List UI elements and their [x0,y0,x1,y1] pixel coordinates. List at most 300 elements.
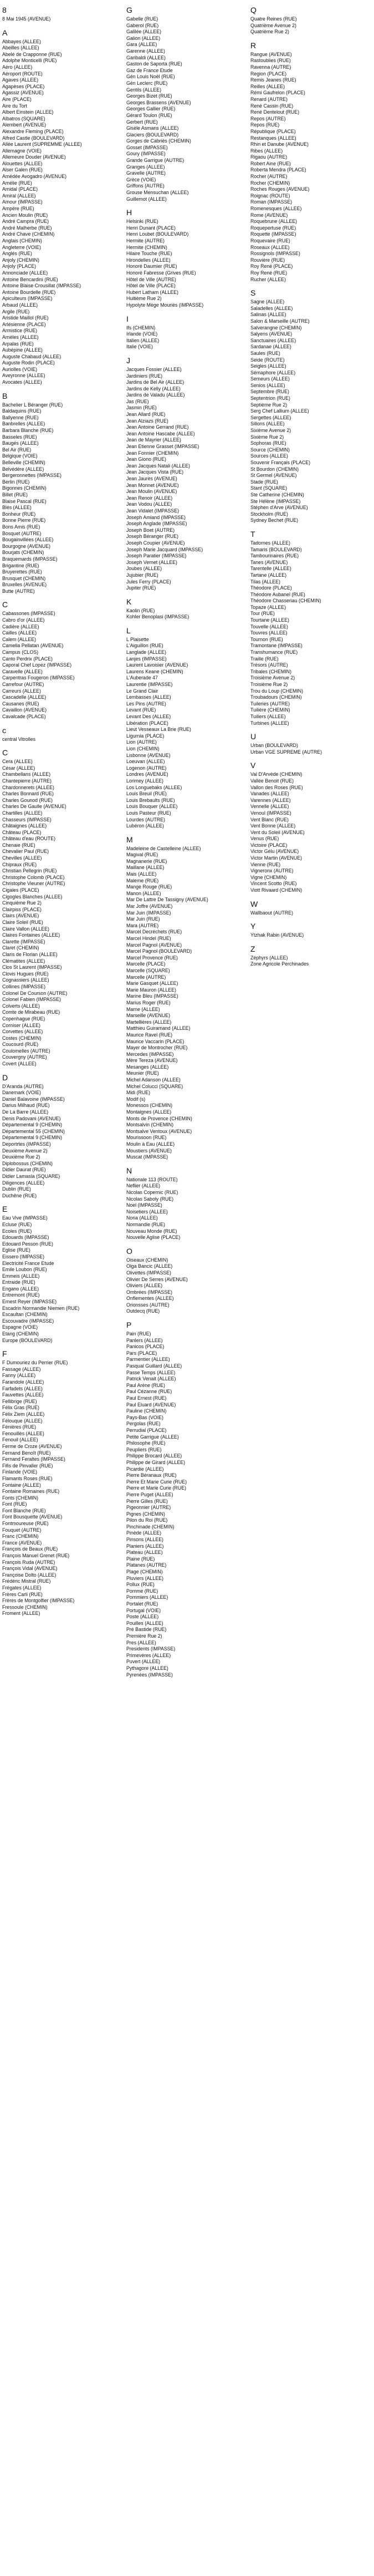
street-name: Jean Vidalet (IMPASSE) [126,507,180,514]
street-name: Tambourinaires (RUE) [250,553,299,559]
street-name: Cinquième Rue 2) [2,900,42,906]
letter-section [2,1349,121,1617]
street-name: Chevalier Paul (RUE) [2,848,49,855]
letter-heading: A [2,28,8,37]
street-name: Portugal (VOIE) [126,1607,161,1613]
street-name: Rangue (AVENUE) [250,51,292,57]
street-name: Vienne (RUE) [250,861,281,867]
street-name: Levant Des (ALLEE) [126,714,171,719]
street-name: Pomme (RUE) [126,1588,158,1594]
street-name: Quatre Reines (RUE) [250,16,297,22]
street-name: Sagne (ALLEE) [250,299,285,305]
street-name: Aveyronne (ALLEE) [2,373,45,379]
street-name: Bigonnes (CHEMIN) [2,485,47,491]
street-name: Paul Ernest (RUE) [126,1395,167,1401]
street-name: Couvergny (AUTRE) [2,1054,47,1060]
letter-heading: S [250,288,256,298]
street-name: Corvettes (ALLEE) [2,1029,43,1035]
street-name: Monessos (CHEMIN) [126,1102,173,1109]
street-name: Départemental 9 (CHEMIN) [2,1122,63,1128]
street-name: Bougainvillées (ALLEE) [2,537,54,543]
street-name: Départemental 55 (CHEMIN) [2,1128,65,1134]
street-name: Théodore Chasseriau (CHEMIN) [250,598,321,604]
street-name: Bonne Pierre (RUE) [2,517,46,524]
letter-section [126,208,245,308]
street-name: Portalet (RUE) [126,1601,158,1607]
street-name: Belleville (CHEMIN) [2,460,45,465]
street-name: Salverangne (CHEMIN) [250,324,302,331]
street-name: Modif (s) [126,1096,146,1102]
street-name: Wallbaout (AUTRE) [250,910,293,916]
street-name: Cera (ALLEE) [2,759,33,765]
street-name: Rucher (ALLEE) [250,276,286,282]
street-name: Mar Juin (RUE) [126,916,160,922]
street-name: Ifs (CHEMIN) [126,324,156,331]
street-name: Font Bousquette (AVENUE) [2,1514,63,1520]
street-name: Hermite (CHEMIN) [126,244,167,250]
street-name: Chardonnerets (ALLEE) [2,784,54,790]
street-name: Seide (ROUTE) [250,357,285,363]
street-name: Butte (AUTRE) [2,588,35,594]
street-name: Plage (CHEMIN) [126,1569,163,1575]
street-name: Vanades (ALLEE) [250,791,289,797]
street-name: Fernand Benoît (RUE) [2,1450,51,1456]
street-name: Pluviers (ALLEE) [126,1575,163,1581]
street-name: Anglais (CHEMIN) [2,238,42,243]
street-name: Clématites (ALLEE) [2,958,45,964]
street-name: Première Rue 2) [126,1633,162,1639]
street-name: Alouettes (ALLEE) [2,160,43,166]
letter-heading: D [2,1073,8,1082]
street-name: Val D'Arvède (CHEMIN) [250,771,303,778]
street-name: Agapèses (PLACE) [2,83,45,89]
street-name: Picardie (ALLEE) [126,1466,164,1472]
street-name: Rhin et Danube (AVENUE) [250,141,309,148]
street-name: Costes (CHEMIN) [2,1035,42,1041]
street-name: Trou du Loup (CHEMIN) [250,688,304,694]
street-name: Septembre (RUE) [250,389,289,395]
street-name: Les Pins (AUTRE) [126,700,166,707]
street-name: Cascadelle (ALLEE) [2,694,47,700]
street-name: Panlers (ALLEE) [126,1337,163,1343]
street-name: Victor Gélu (AVENUE) [250,848,299,855]
street-name: Gentils (ALLEE) [126,87,162,93]
street-name: Pythagore (ALLEE) [126,1665,168,1671]
street-name: Remis Jeanes (RUE) [250,77,296,83]
street-name: D'Aranda (AUTRE) [2,1083,44,1089]
street-name: Ytzhak Rabin (AVENUE) [250,932,304,938]
street-name: Maleme (RUE) [126,877,159,883]
street-name: René Cassin (RUE) [250,103,294,109]
street-name: Danemark (VOIE) [2,1090,41,1096]
street-name: Matthieu Guiramand (ALLEE) [126,1025,191,1032]
street-name: Nicolas Copernic (RUE) [126,1189,178,1195]
street-name: Cigogles Blanches (ALLEE) [2,893,63,900]
street-name: Agaves (ALLEE) [2,77,39,83]
street-name: Gén Leclerc (RUE) [126,80,168,86]
street-name: Chipraux (RUE) [2,861,37,867]
street-name: Diplobossus (CHEMIN) [2,1160,53,1166]
letter-section [250,732,370,755]
street-name: Corniser (ALLEE) [2,1022,40,1028]
street-name: Pinède (ALLEE) [126,1530,162,1536]
street-name: Zéphyrs (ALLEE) [250,954,288,961]
street-name: Montaignes (ALLEE) [126,1109,172,1115]
letter-heading: T [250,529,255,538]
letter-heading: Y [250,922,256,931]
street-index-column-3 [250,6,370,973]
street-name: Deuxième Rue 2) [2,1154,40,1160]
street-name: Jardiniers (RUE) [126,373,163,379]
letter-section [250,922,370,939]
street-name: Gisèle Asmans (ALLEE) [126,125,179,131]
street-name: Jules Ferry (PLACE) [126,578,171,585]
street-name: Marcelle (SQUARE) [126,967,170,973]
street-name: Charles Gounod (RUE) [2,797,53,803]
street-name: Martellières (ALLEE) [126,1019,172,1025]
street-name: Aubépine (ALLEE) [2,347,43,353]
street-name: Berlin (RUE) [2,479,30,485]
letter-section [2,392,121,595]
street-name: Argile (RUE) [2,308,30,314]
street-name: Venoul (IMPASSE) [250,810,291,816]
street-name: Sixième Rue 2) [250,434,284,440]
street-name: Farandole (ALLEE) [2,1379,44,1385]
street-name: Jean Alziazs (RUE) [126,418,168,424]
street-name: Joseph Amiand (IMPASSE) [126,514,186,520]
street-name: Eau Vive (IMPASSE) [2,1215,48,1221]
street-name: Turbines (ALLEE) [250,720,289,726]
street-name: Entraide (RUE) [2,1279,35,1286]
street-name: Oiseaux (CHEMIN) [126,1257,168,1263]
street-name: Marcel Provence (RUE) [126,954,178,961]
street-name: Laurent Lavoisier (AVENUE) [126,662,188,668]
street-name: Anglés (RUE) [2,251,32,257]
letter-heading: Z [250,944,255,953]
letter-heading: R [250,40,257,50]
street-name: Roches Rouges (AVENUE) [250,186,310,192]
street-name: Lieut Vesseaux La Brie (RUE) [126,726,191,733]
street-name: Amidal (PLACE) [2,186,38,192]
letter-section [2,28,121,386]
street-name: Joseph Béranger (RUE) [126,534,178,540]
street-name: Rocher (CHEMIN) [250,180,290,186]
street-name: Mayer de Montrocher (RUE) [126,1045,188,1051]
street-name: Vennelle (ALLEE) [250,804,289,810]
street-name: Grèce (VOIE) [126,176,156,182]
street-name: Montsalve Ventoux (AVENUE) [126,1128,192,1134]
street-name: Joseph Boet (AUTRE) [126,527,175,533]
street-name: Tartane (ALLEE) [250,572,287,578]
street-name: Mara (AUTRE) [126,922,159,928]
street-name: Billet (RUE) [2,491,28,497]
street-name: Normandie (RUE) [126,1221,165,1227]
street-name: Claires Fontaines (ALLEE) [2,932,60,938]
street-name: Marcelle (PLACE) [126,961,166,967]
street-name: Brigantine (RUE) [2,562,39,568]
letter-section [2,726,121,743]
street-name: Christian Pellegrin (RUE) [2,868,57,874]
street-name: Claret (CHEMIN) [2,945,39,951]
street-name: Laurentie (IMPASSE) [126,682,173,688]
street-name: Escadrin Normandie Niemen (RUE) [2,1305,80,1311]
street-name: Madeleine de Castelleine (ALLEE) [126,845,201,851]
street-name: Senios (ALLEE) [250,382,285,388]
street-name: Font Blanche (RUE) [2,1507,46,1513]
street-name: Mar De Lattre De Tassigny (AVENUE) [126,897,208,903]
street-name: Jean Antoine Gerrand (RUE) [126,424,189,430]
street-name: Rome (AVENUE) [250,212,288,218]
street-name: Ste Hélène (IMPASSE) [250,498,301,504]
street-name: Jean Renoir (ALLEE) [126,495,173,501]
letter-section [2,1205,121,1344]
street-name: Nouveau Monde (RUE) [126,1228,177,1234]
street-name: Jardins de Valadu (ALLEE) [126,392,185,398]
street-name: Ecluse (RUE) [2,1221,32,1227]
street-name: Gaberol (RUE) [126,22,159,28]
street-name: Départemental 9 (CHEMIN) [2,1135,63,1141]
street-name: Diligences (ALLEE) [2,1180,45,1186]
street-name: Galilée (ALLEE) [126,29,162,35]
street-name: Gravelle (AUTRE) [126,170,166,176]
street-name: Noel (IMPASSE) [126,1202,162,1208]
letter-heading: Q [250,6,257,14]
street-name: Camelia Pellatan (AVENUE) [2,643,64,649]
street-name: Roseaux (ALLEE) [250,244,290,250]
street-name: Panicos (PLACE) [126,1344,165,1350]
street-name: Onflementes (ALLEE) [126,1295,174,1302]
street-name: Colonel Fabien (IMPASSE) [2,997,61,1003]
letter-heading: M [126,835,133,844]
street-name: Louis Bouquer (ALLEE) [126,804,178,810]
street-name: Hilaire Touche (RUE) [126,251,172,257]
street-name: Georges Gallier (RUE) [126,106,176,112]
street-name: Clairpiss (PLACE) [2,906,42,912]
street-name: Rigaou (AUTRE) [250,154,287,160]
street-name: Louis Pasteur (RUE) [126,810,171,816]
letter-section [250,530,370,726]
street-name: Baldaquins (RUE) [2,408,42,414]
street-name: Fauvettes (ALLEE) [2,1392,44,1398]
street-name: Vent Bonne (ALLEE) [250,823,296,829]
street-name: Aire du Tort [2,103,27,109]
street-name: Allemagne (VOIE) [2,148,42,154]
street-name: Cavalcade (PLACE) [2,713,46,719]
street-name: Saules (RUE) [250,350,280,356]
street-name: Italien (ALLEE) [126,337,160,343]
street-name: Pilon du Roi (RUE) [126,1517,168,1523]
street-name: Angleterre (VOIE) [2,244,41,250]
street-name: Aéro (ALLEE) [2,64,33,70]
street-name: Philippe de Girard (ALLEE) [126,1459,186,1465]
street-name: Lion (CHEMIN) [126,745,160,751]
street-name: Manon (ALLEE) [126,890,161,896]
street-name: Copenhague (RUE) [2,1015,45,1022]
street-name: Théodore (PLACE) [250,585,292,591]
street-name: Jujubier (RUE) [126,572,158,578]
street-name: Roquevaire (RUE) [250,238,290,243]
street-name: Abeilles (ALLEE) [2,45,39,51]
street-name: Gérard Toulon (RUE) [126,112,172,118]
street-name: André Chave (CHEMIN) [2,231,55,237]
street-name: Montsalvin (CHEMIN) [126,1122,174,1128]
street-name: Peupliers (RUE) [126,1446,162,1452]
street-name: Perrudial (PLACE) [126,1427,167,1433]
street-name: Roy René (PLACE) [250,263,293,270]
street-name: Caravelle (ALLEE) [2,668,43,674]
street-name: Marcel Hindel (RUE) [126,936,171,941]
street-name: Meunier (RUE) [126,1070,159,1076]
street-name: Kohler Benoplasi (IMPASSE) [126,614,189,620]
street-name: Sillons (ALLEE) [250,421,285,427]
street-name: François de Beaux (RUE) [2,1546,58,1552]
street-name: Le Grand Clair [126,688,158,694]
street-name: René Dentelout (RUE) [250,109,300,115]
street-name: Viott Rivaard (CHEMIN) [250,887,303,893]
street-name: Deportrtes (IMPASSE) [2,1141,51,1147]
street-name: Auguste Chabaud (ALLEE) [2,353,62,359]
letter-section [2,1073,121,1200]
street-name: Louis Breuil (RUE) [126,791,167,797]
street-name: Eissero (IMPASSE) [2,1253,45,1259]
street-name: Orionsses (AUTRE) [126,1302,170,1308]
street-name: Honoré Daumier (RUE) [126,263,177,270]
street-name: Touvres (ALLEE) [250,630,288,636]
street-name: Gerbert (RUE) [126,119,158,125]
street-name: Vigneronx (AUTRE) [250,868,294,874]
street-name: St Germel (AVENUE) [250,472,297,479]
street-name: Deuxième Avenue 2) [2,1147,48,1154]
street-name: Europe (BOULEVARD) [2,1337,53,1343]
street-name: Françoise Dolto (ALLEE) [2,1572,57,1578]
street-name: Christophe Vieuner (AUTRE) [2,881,65,887]
street-name: Loeuvan (ALLEE) [126,759,165,765]
street-name: Maillane (ALLEE) [126,865,165,871]
street-name: Ombrées (IMPASSE) [126,1289,172,1295]
street-name: Philosophe (RUE) [126,1440,166,1446]
street-name: Pasqual Guillard (ALLEE) [126,1363,182,1369]
street-name: Tuiliers (ALLEE) [250,713,286,719]
street-name: Granges (ALLEE) [126,164,165,170]
street-name: Duchêne (RUE) [2,1192,37,1198]
street-name: Moustiers (AVENUE) [126,1147,172,1154]
street-name: Vallon des Roses (RUE) [250,784,303,790]
street-name: Anjoly (CHEMIN) [2,257,39,263]
street-name: Rossignols (IMPASSE) [250,251,300,257]
street-name: Pauline (CHEMIN) [126,1408,167,1414]
street-name: Puvert (ALLEE) [126,1659,161,1665]
street-name: Hubert Latham (ALLEE) [126,289,178,295]
street-name: Roy René (RUE) [250,270,287,276]
street-name: Jean Jaurès (AVENUE) [126,476,177,481]
street-name: Libération (PLACE) [126,720,168,726]
street-name: Glaciers (BOULEVARD) [126,131,179,138]
street-name: Annonciade (ALLEE) [2,270,48,276]
street-name: Frégates (ALLEE) [2,1585,42,1591]
street-name: Electricité France Etude [2,1260,54,1266]
street-name: Troubadours (CHEMIN) [250,694,302,700]
street-name: Banbrelles (ALLEE) [2,421,45,427]
street-name: François Manuel Grenet (RUE) [2,1553,70,1559]
street-name: Stade (RUE) [250,479,278,485]
street-name: Honoré Fabresse (Grives (RUE) [126,270,196,276]
street-name: Jean Giono (RUE) [126,456,166,463]
street-name: Aéroport (ROUTE) [2,70,43,77]
street-name: Hôtel de Ville (AUTRE) [126,276,176,282]
street-name: Marne (ALLEE) [126,1006,160,1012]
street-name: Ferme de Croze (AVENUE) [2,1443,62,1449]
street-name: Bons Amis (RUE) [2,524,40,530]
street-name: Fontmoureuse (RUE) [2,1521,49,1527]
street-name: Jardins de Kelly (ALLEE) [126,385,181,392]
street-name: Antoine Bourdelle (RUE) [2,289,56,295]
street-name: Coulomelles (AUTRE) [2,1048,50,1054]
street-name: Louis Brebaults (RUE) [126,797,175,803]
street-name: Marine Bleu (IMPASSE) [126,993,178,999]
street-name: Gaston de Saporta (RUE) [126,61,182,67]
street-name: Marcel Pagnol (BOULEVARD) [126,948,192,954]
street-name: Rouvière (RUE) [250,257,285,263]
street-name: Claire Soleil (RUE) [2,919,43,925]
letter-section [126,1247,245,1315]
street-name: Ligurnia (PLACE) [126,733,165,739]
street-name: Magnanerie (RUE) [126,858,167,864]
street-name: Denis Padovani (AVENUE) [2,1115,61,1121]
street-index-column-1 [2,6,121,1622]
street-name: Pinsons (ALLEE) [126,1537,163,1543]
street-name: Magival (RUE) [126,852,158,858]
street-name: Tuileries (AUTRE) [250,700,290,707]
street-name: Lisbonne (AVENUE) [126,752,171,758]
street-name: Arbaud (ALLEE) [2,302,38,308]
street-name: Michel Adanson (ALLEE) [126,1077,181,1083]
street-name: Clos St Laurent (IMPASSE) [2,964,62,971]
street-name: Armistice (RUE) [2,328,38,334]
street-name: Albert Einstein (ALLEE) [2,109,54,115]
street-name: Emmeis (ALLEE) [2,1273,40,1279]
street-name: Albatros (SQUARE) [2,115,45,121]
street-name: Joubes (ALLEE) [126,566,162,572]
letter-section [126,1166,245,1241]
letter-section [126,626,245,830]
street-name: Cognassiers (ALLEE) [2,977,49,983]
street-name: Clairs (AVENUE) [2,913,39,919]
street-name: Maurice Ravel (RUE) [126,1032,173,1038]
street-name: Pierre et Marie Curie (RUE) [126,1485,187,1491]
street-name: Espagne (VOIE) [2,1324,38,1330]
street-name: Reilles (ALLEE) [250,83,285,89]
street-name: Fontaine (ALLEE) [2,1482,41,1488]
street-name: Mesanges (ALLEE) [126,1064,169,1070]
street-name: Eglise (RUE) [2,1247,30,1253]
street-name: Cadière (ALLEE) [2,623,39,629]
street-name: Ampère (RUE) [2,206,34,212]
street-name: Olivier De Serres (AVENUE) [126,1276,188,1282]
street-name: Jas (RUE) [126,398,149,404]
street-name: Daniel Balavoine (IMPASSE) [2,1096,65,1102]
street-name: Entremont (RUE) [2,1292,40,1298]
street-name: Fellibrige (RUE) [2,1398,37,1404]
street-name: Levant (RUE) [126,707,156,713]
street-name: Pierre Gilles (RUE) [126,1498,168,1504]
street-name: L Plaisette [126,636,149,642]
street-name: Joseph Paratier (IMPASSE) [126,553,187,559]
street-name: Gén Louis Noël (RUE) [126,74,175,80]
street-name: central Vitrolles [2,736,35,742]
street-name: Pain (RUE) [126,1331,151,1337]
street-name: André Campra (RUE) [2,219,49,225]
street-name: Gosset (IMPASSE) [126,144,168,150]
